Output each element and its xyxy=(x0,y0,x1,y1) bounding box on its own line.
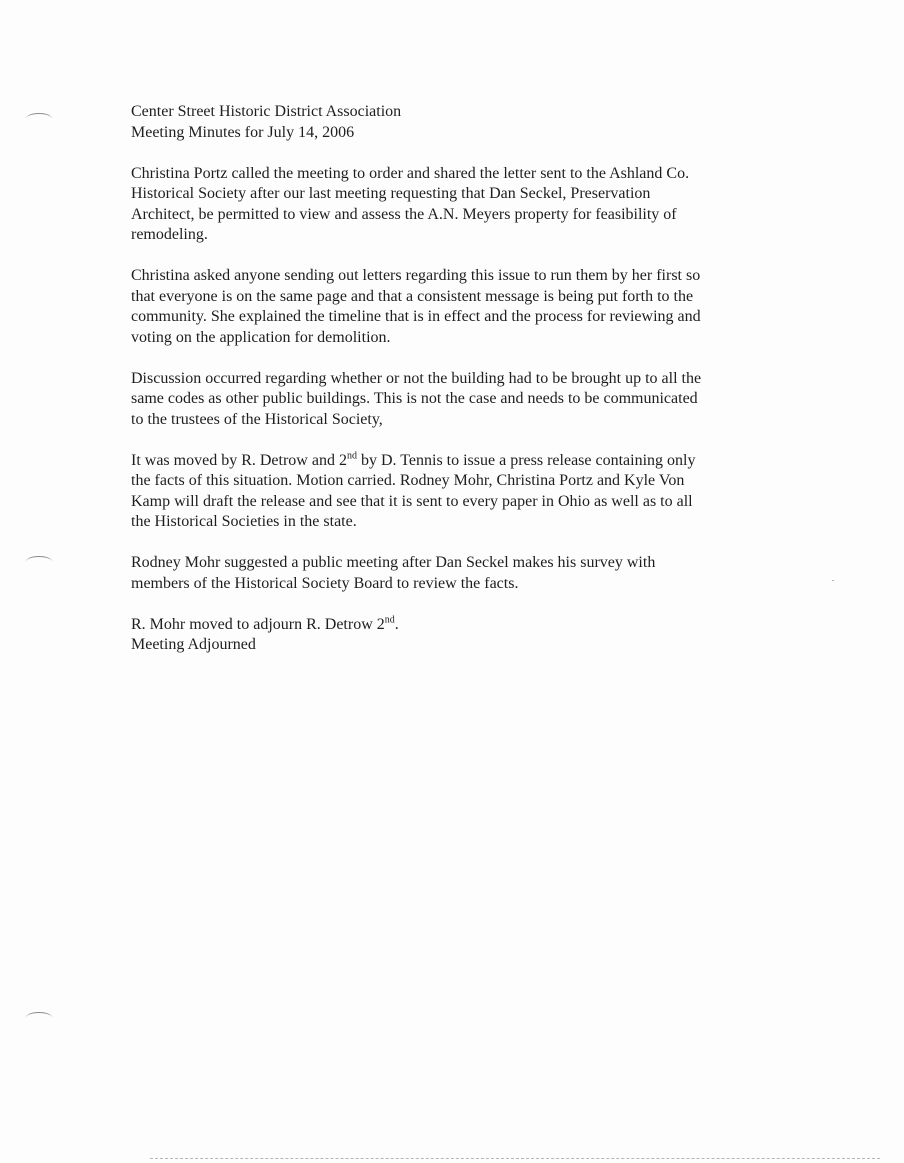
text-line: Christina asked anyone sending out letters regarding this issue to run them by her first so xyxy=(131,267,701,284)
organization-name: Center Street Historic District Association xyxy=(131,103,402,120)
paragraph-letters xyxy=(131,266,776,348)
text-fragment: . xyxy=(394,615,399,633)
page-bottom-edge xyxy=(150,1158,880,1159)
text-fragment: by D. Tennis to issue a press release containing only xyxy=(356,451,696,469)
text-line: members of the Historical Society Board to review the facts. xyxy=(131,574,519,592)
paragraph-call-to-order xyxy=(131,164,776,246)
ordinal-suffix: nd xyxy=(346,450,357,462)
paragraph-adjournment xyxy=(131,615,776,656)
text-line: to the trustees of the Historical Society, xyxy=(131,410,383,428)
meeting-date-title: Meeting Minutes for July 14, 2006 xyxy=(131,123,355,141)
scan-speck xyxy=(832,580,834,581)
text-line: Discussion occurred regarding whether or not the building had to be brought up to all the xyxy=(131,369,702,387)
document-header xyxy=(131,102,776,143)
text-line: community. She explained the timeline that is in effect and the process for reviewing and xyxy=(131,308,701,325)
punch-hole-mark xyxy=(26,556,52,567)
text-line: Meeting Adjourned xyxy=(131,636,256,653)
ordinal-suffix: nd xyxy=(384,614,395,626)
punch-hole-mark xyxy=(26,1012,52,1023)
text-line: Christina Portz called the meeting to order and shared the letter sent to the Ashland Co. xyxy=(131,164,690,182)
minutes-body xyxy=(131,102,776,676)
text-line: Kamp will draft the release and see that it is sent to every paper in Ohio as well as to all xyxy=(131,492,693,510)
text-line xyxy=(131,615,776,636)
text-line xyxy=(131,451,776,472)
text-line: same codes as other public buildings. This is not the case and needs to be communicated xyxy=(131,390,698,407)
text-line: voting on the application for demolition. xyxy=(131,328,391,346)
text-line: the facts of this situation. Motion carried. Rodney Mohr, Christina Portz and Kyle Von xyxy=(131,472,685,489)
paragraph-public-meeting xyxy=(131,553,776,594)
text-line: Architect, be permitted to view and assess the A.N. Meyers property for feasibility of xyxy=(131,205,677,223)
text-fragment: R. Mohr moved to adjourn R. Detrow 2 xyxy=(131,615,385,633)
text-line: Rodney Mohr suggested a public meeting after Dan Seckel makes his survey with xyxy=(131,554,656,571)
text-line: that everyone is on the same page and that a consistent message is being put forth to the xyxy=(131,287,694,305)
paragraph-motion xyxy=(131,451,776,533)
text-line: remodeling. xyxy=(131,226,208,243)
text-line: Historical Society after our last meeting requesting that Dan Seckel, Preservation xyxy=(131,185,651,202)
text-fragment: It was moved by R. Detrow and 2 xyxy=(131,451,347,469)
paragraph-discussion xyxy=(131,369,776,431)
punch-hole-mark xyxy=(26,113,52,124)
text-line: the Historical Societies in the state. xyxy=(131,513,357,530)
